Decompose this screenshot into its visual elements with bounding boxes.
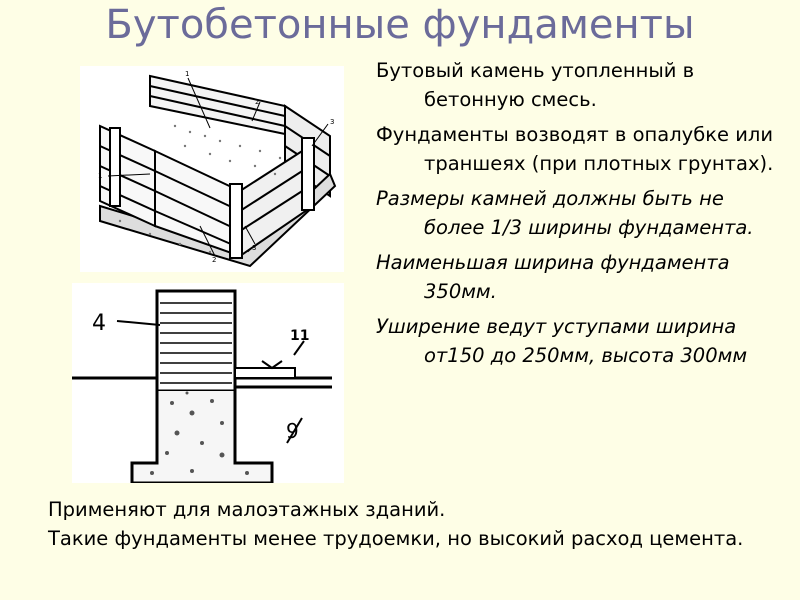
paragraph-steps: Уширение ведут уступами ширина от150 до 250мм, высота 300мм [376,315,748,367]
paragraph-stone-size: Размеры камней должны быть не более 1/3 ширины фундамента. [376,187,754,239]
bottom-text [48,498,788,556]
paragraph-usage: Применяют для малоэтажных зданий. [48,498,446,521]
description-text [376,56,786,376]
formwork-drawing [80,66,344,272]
paragraph-min-width: Наименьшая ширина фундамента 350мм. [376,251,730,303]
paragraph-formwork: Фундаменты возводят в опалубке или траншеях (при плотных грунтах). [376,123,774,175]
paragraph-rubble-stone: Бутовый камень утопленный в бетонную смесь. [376,59,695,111]
formwork-label: 3 [252,244,257,252]
foundation-section-drawing [72,283,344,483]
formwork-label: 2 [255,98,260,106]
formwork-label: 1 [185,70,190,78]
section-label-9: 9 [286,419,299,443]
section-label-4: 4 [92,311,106,336]
formwork-label: 1 [98,172,103,180]
slide-title: Бутобетонные фундаменты [105,2,695,48]
section-label-11: 11 [290,328,310,344]
paragraph-cost: Такие фундаменты менее трудоемки, но высокий расход цемента. [48,527,744,550]
formwork-label: 2 [212,256,217,264]
formwork-label: 3 [330,118,335,126]
